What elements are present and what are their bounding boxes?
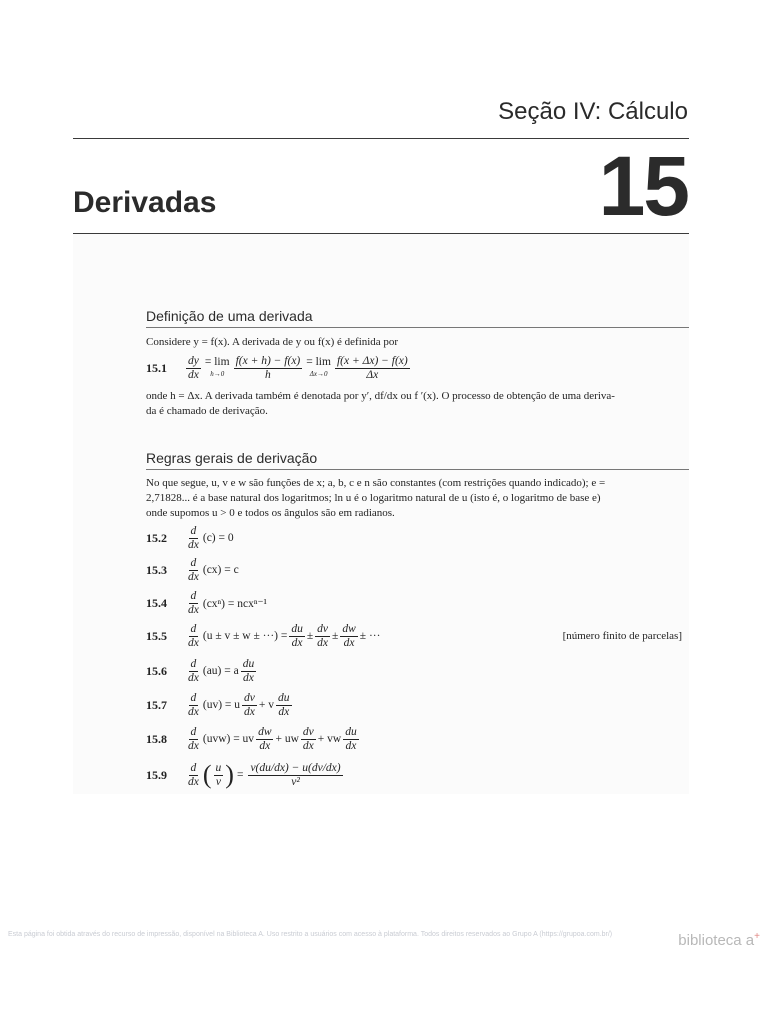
fraction-dy-dx: $\frac{dy}{dx}$ — [188, 354, 199, 381]
header-top-rule — [73, 138, 689, 139]
limit-h: = lim h→0 — [204, 356, 230, 378]
equation-15-9: 15.9 $\frac{d}{dx}$ ( $\frac{u}{v}$ ) = $\frac{v(du/dx) - u(dv/dx)}{\text{v²}}$ — [146, 760, 341, 789]
equation-15-2: 15.2 $\frac{d}{dx}$ (c) = 0 — [146, 524, 234, 551]
equation-15-5: 15.5 $\frac{d}{dx}$ (u ± v ± w ± ···) = $\frac{du}{dx}$ ± $\frac{dv}{dx}$ ± $\frac{dw}{dx}$ ± ··· — [146, 622, 381, 649]
fraction-h: $\frac{f(x + h) - f(x)}{h}$ — [235, 354, 301, 381]
definition-rule — [146, 327, 689, 328]
definition-intro: Considere y = f(x). A derivada de y ou f(x) é definida por — [146, 336, 399, 348]
equation-15-7: 15.7 $\frac{d}{dx}$ (uv) = u $\frac{dv}{dx}$ + v $\frac{du}{dx}$ — [146, 691, 290, 718]
plus-icon: + — [754, 931, 760, 942]
rules-rule — [146, 469, 689, 470]
equation-15-5-note: [número finito de parcelas] — [562, 630, 682, 642]
footer-note: Esta página foi obtida através do recurso de impressão, disponível na Biblioteca A. Uso restrito a usuários com acesso à plataforma. Todos direitos reservados ao Grupo A (https://grupoa.com.br/) — [8, 931, 613, 938]
equation-15-8: 15.8 $\frac{d}{dx}$ (uvw) = uv $\frac{dw}{dx}$ + uw $\frac{dv}{dx}$ + vw $\frac{du}{dx}$ — [146, 725, 357, 752]
definition-heading: Definição de uma derivada — [146, 308, 313, 324]
fraction-delta-x: $\frac{f(x + \Delta x) - f(x)}{\Delta x}$ — [336, 354, 408, 381]
chapter-number: 15 — [598, 139, 688, 233]
equation-15-3: 15.3 $\frac{d}{dx}$ (cx) = c — [146, 556, 239, 583]
limit-dx: = lim Δx→0 — [306, 356, 331, 378]
rules-heading: Regras gerais de derivação — [146, 450, 318, 466]
chapter-title: Derivadas — [73, 186, 217, 219]
equation-15-1 — [146, 351, 412, 385]
biblioteca-logo[interactable]: biblioteca a+ — [678, 931, 760, 949]
definition-after: onde h = Δx. A derivada também é denotada por y′, df/dx ou f ′(x). O processo de obtenção de uma deriva- da é chamado de derivação. — [146, 390, 615, 417]
section-title: Seção IV: Cálculo — [498, 98, 688, 125]
equation-15-4: 15.4 $\frac{d}{dx}$ (cxⁿ) = ncxⁿ⁻¹ — [146, 589, 267, 616]
equation-label: 15.1 — [146, 360, 167, 375]
equation-15-6: 15.6 $\frac{d}{dx}$ (au) = a $\frac{du}{dx}$ — [146, 657, 255, 684]
rules-intro: No que segue, u, v e w são funções de x; a, b, c e n são constantes (com restrições quando indicado); e = 2,71828... é a base natural dos logaritmos; ln u é o logaritmo natural de u (isto é, o logaritmo de base e) onde supomos u > 0 e todos os ângulos são em radianos. — [146, 477, 606, 519]
